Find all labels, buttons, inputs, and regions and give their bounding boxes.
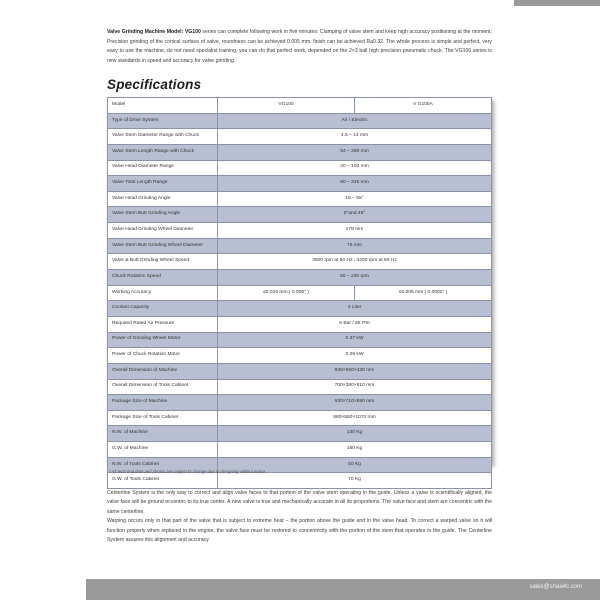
footer-email: sales@shaa4c.com [529,584,582,590]
table-row [108,238,492,254]
spec-value: 80 – 315 mm [218,176,492,192]
table-row [108,410,492,426]
spec-value: 130 Kg [218,426,492,442]
table-row [108,442,492,458]
header-model-label: Model [108,98,218,114]
centerline-description [107,489,492,545]
spec-value: 50 Kg [218,457,492,473]
spec-label: Package Size of Machine [108,395,218,411]
spec-label: Working Accuracy [108,285,218,301]
spec-value: 160 Kg [218,442,492,458]
spec-label: Valve Stem Butt Grinding Wheel Diameter [108,238,218,254]
table-row [108,426,492,442]
spec-value-col1: ≤0.015 mm ( 0.006" ) [218,285,355,301]
table-row [108,160,492,176]
spec-value: 0.09 kW [218,348,492,364]
spec-label: Power of Chuck Rotation Motor [108,348,218,364]
table-row [108,395,492,411]
spec-label: Required Rated Air Pressure [108,316,218,332]
header-model-vg100a: V G100A [355,98,492,114]
spec-value: Air / Electric [218,113,492,129]
top-accent-bar [514,0,600,6]
spec-label: Coolant Capacity [108,301,218,317]
table-row [108,254,492,270]
centerline-paragraph-1: Centerline System is the only way to correct and align valve faces to that portion of the valve stem operating in the guide. Unless a valve is scientifically aligned, the valve face will be ground eccentric to its true center. A new valve is true and mechanically accurate in all its proportions. The valve face and stem are concentric with the same centerline. [107,490,492,515]
footer-bar [86,579,600,600]
table-row [108,473,492,489]
spec-value: 945×650×430 mm [218,363,492,379]
spec-value-col2: ≤0.005 mm ( 0.0002" ) [355,285,492,301]
spec-value: 15 – 55° [218,191,492,207]
spec-label: Overall Dimension of Tools Cabinet [108,379,218,395]
centerline-paragraph-2: Warping occurs only in that part of the valve that is subject to extreme heat – the portion above the guide and in the valve head. To correct a warped valve so it will function properly when replaced in the engine, the valve face must be restored to concentricity with the portion of the stem that operates in the guide. The Centerline System assures this alignment and accuracy. [107,518,492,544]
spec-label: Valve Head Grinding Angle [108,191,218,207]
spec-label: Valve & Butt Grinding Wheel Speed [108,254,218,270]
table-row [108,285,492,301]
table-row [108,207,492,223]
table-row [108,113,492,129]
spec-label: Chuck Rotation Speed [108,270,218,286]
specifications-title: Specifications [107,77,202,92]
spec-label: G.W. of Tools Cabinet [108,473,218,489]
spec-value: 700×380×810 mm [218,379,492,395]
intro-paragraph [107,28,492,66]
spec-value: 0°and 45° [218,207,492,223]
spec-label: N.W. of Tools Cabinet [108,457,218,473]
table-header-row [108,98,492,114]
spec-value: 4.5 – 14 mm [218,129,492,145]
spec-value: 76 mm [218,238,492,254]
spec-label: Valve Stem Length Range with Chuck [108,144,218,160]
intro-lead: Valve Grinding Machine Model: VG100 [107,29,201,35]
table-row [108,301,492,317]
spec-label: Valve Stem Diameter Range with Chuck [108,129,218,145]
spec-value: 178 mm [218,223,492,239]
table-row [108,129,492,145]
spec-label: Package Size of Tools Cabinet [108,410,218,426]
table-row [108,223,492,239]
table-footnote: * All technical data and photos are subject to change due to designing without notice. [109,469,267,474]
spec-label: Valve Head Diameter Range [108,160,218,176]
spec-value: 880×550×1070 mm [218,410,492,426]
spec-value: 70 Kg [218,473,492,489]
specifications-table [107,97,492,489]
spec-value: 50 – 230 rpm [218,270,492,286]
spec-label: N.W. of Machine [108,426,218,442]
spec-label: Power of Grinding Wheel Motor [108,332,218,348]
spec-value: 3 Liter [218,301,492,317]
spec-label: G.W. of Machine [108,442,218,458]
spec-value: 20 – 102 mm [218,160,492,176]
table-row [108,191,492,207]
spec-value: 0.37 kW [218,332,492,348]
spec-value: 54 – 280 mm [218,144,492,160]
spec-value: 930×710×890 mm [218,395,492,411]
spec-value: 6 Bar / 85 PSI [218,316,492,332]
table-row [108,363,492,379]
spec-label: Overall Dimension of Machine [108,363,218,379]
table-row [108,379,492,395]
table-row [108,332,492,348]
intro-text: series can complete following work in five minutes: Clamping of valve stem and keep high accuracy positioning at the moment; Precision grinding of the conical surface of valve, roundness can be achieved 0.005 mm, finish can be achieved Ra0.32. The whole process is simple and perfect, very easy to use the machine, do not need specialist training, you can do that perfect work, depended on the 2×3 ball high precision pneumatic chuck. The VG100 series is new standards in speed and accuracy for valve grinding. [107,29,493,64]
table-row [108,316,492,332]
header-model-vg100: VG100 [218,98,355,114]
table-row [108,144,492,160]
spec-label: Valve Stem Butt Grinding Angle [108,207,218,223]
spec-value: 3500 rpm at 50 Hz ; 4200 rpm at 60 Hz [218,254,492,270]
table-row [108,270,492,286]
spec-label: Valve Head Grinding Wheel Diameter [108,223,218,239]
table-row [108,176,492,192]
spec-label: Type of Drive System [108,113,218,129]
table-row [108,348,492,364]
spec-label: Valve Total Length Range [108,176,218,192]
